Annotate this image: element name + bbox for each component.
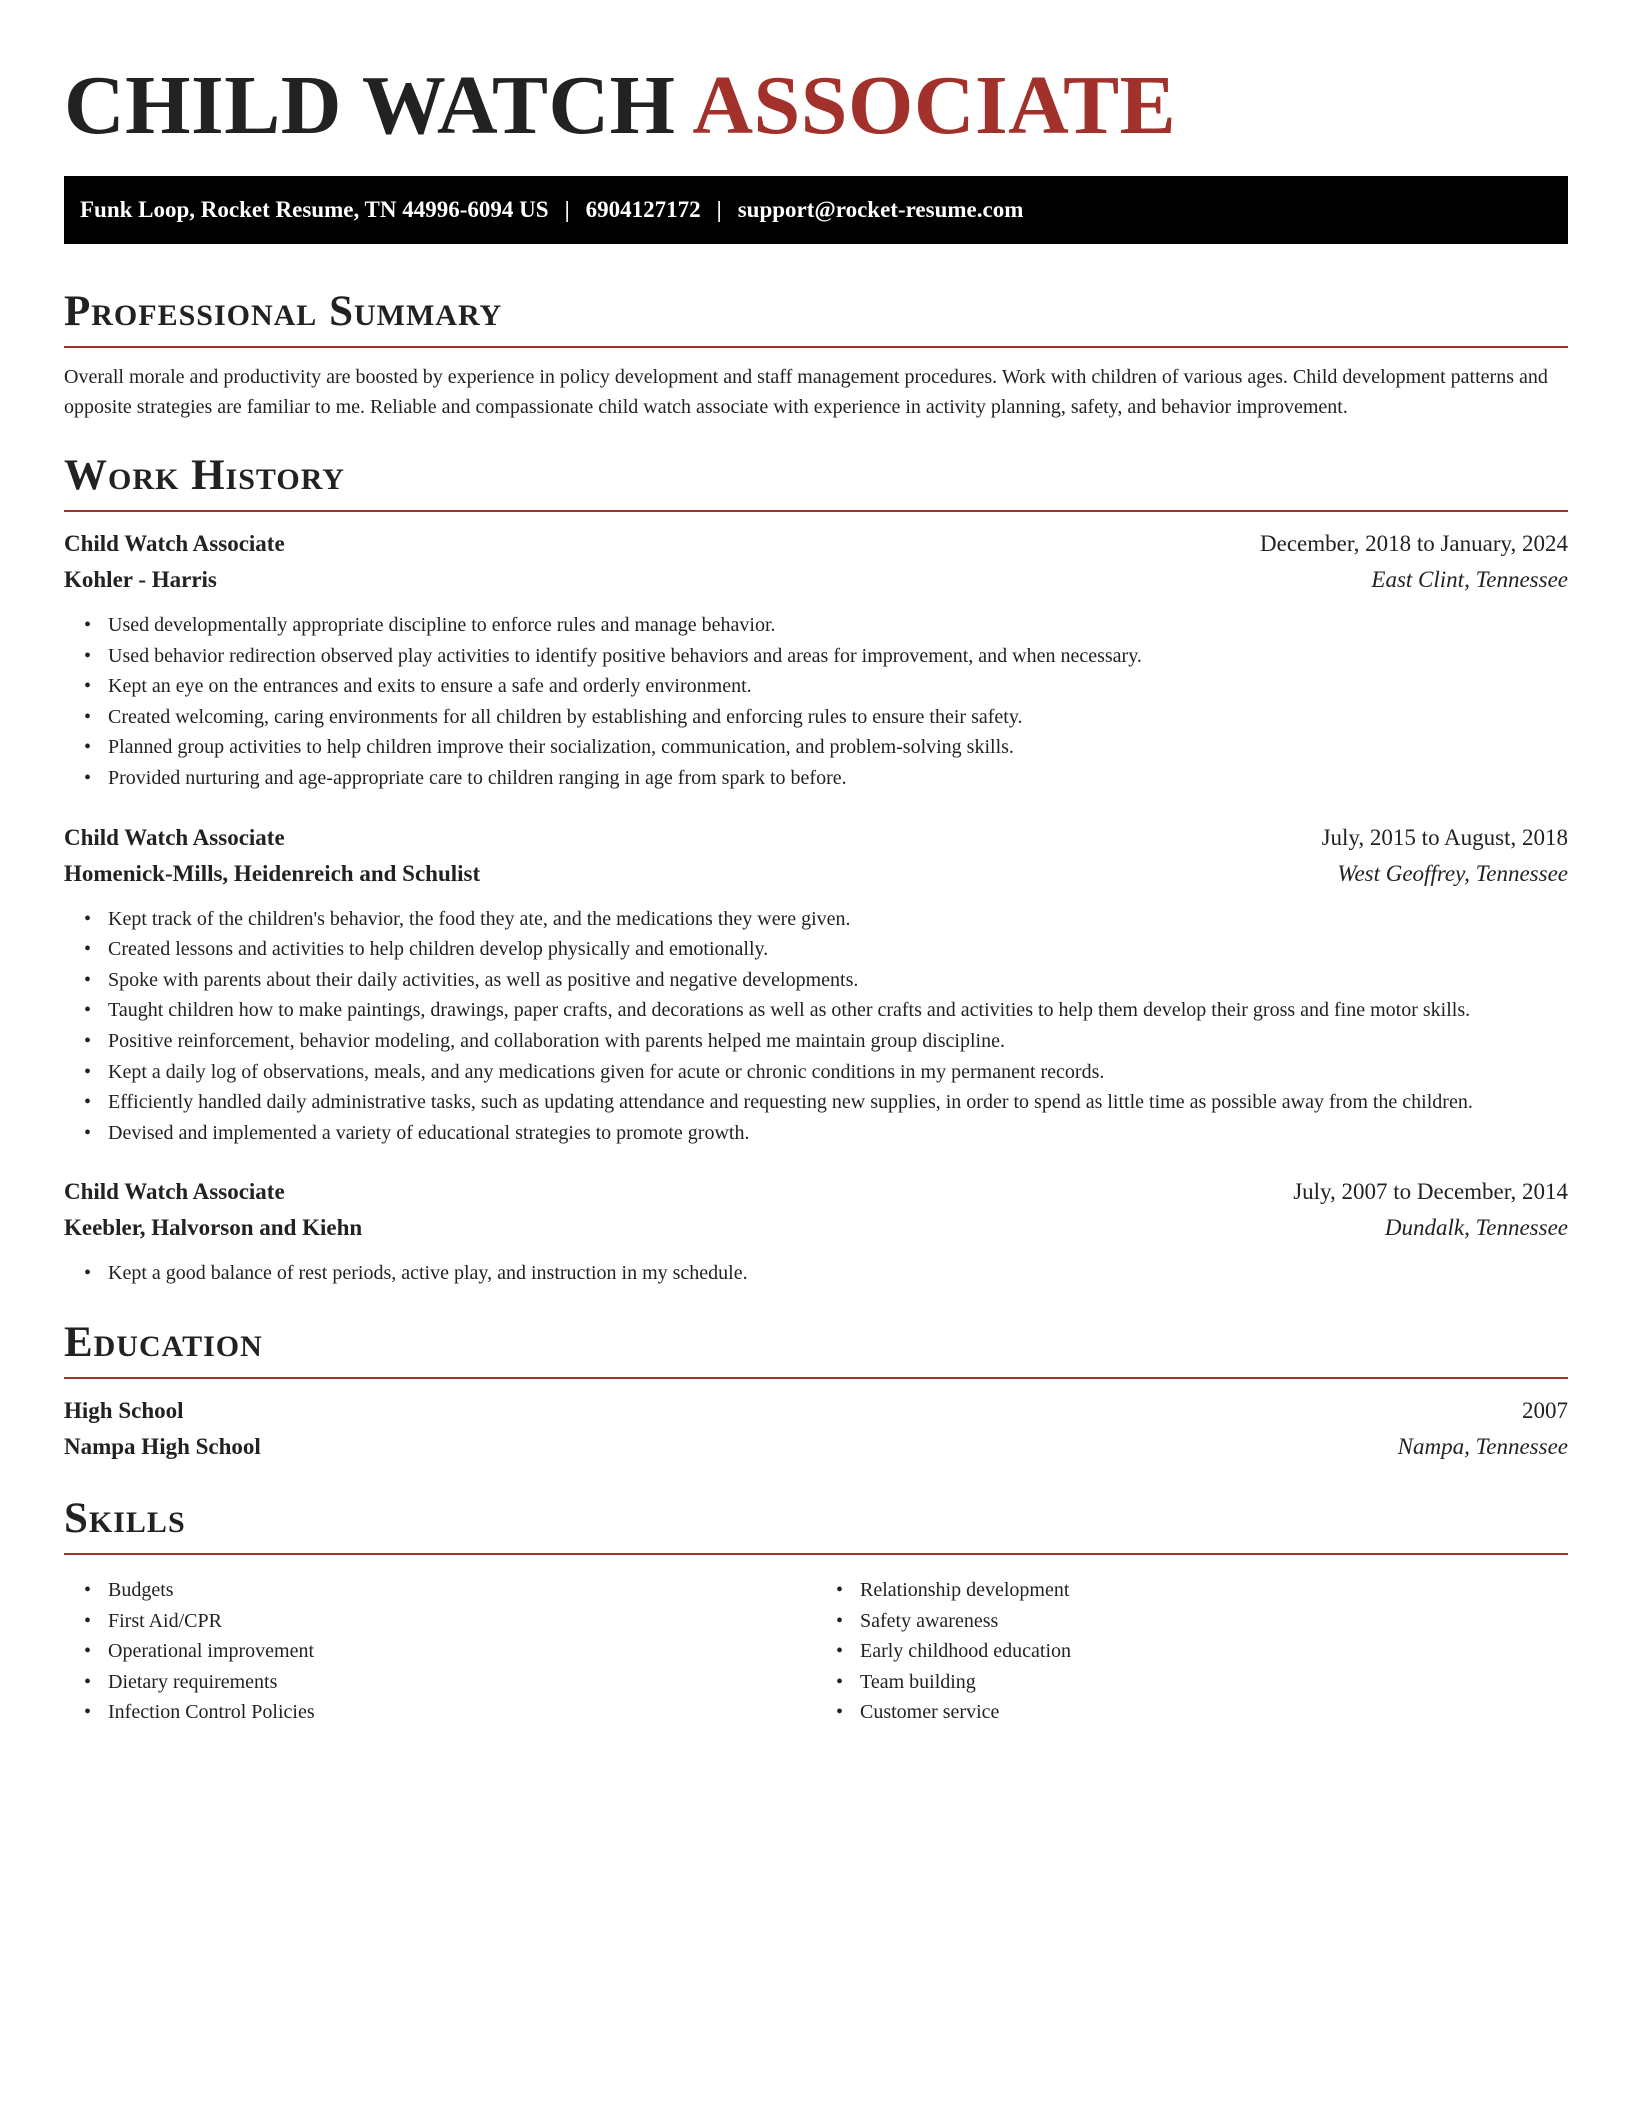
job-bullets	[64, 610, 1568, 794]
list-item: • Positive reinforcement, behavior modeling, and collaboration with parents helped me maintain group discipline.	[108, 1026, 1568, 1057]
summary-text: Overall morale and productivity are boosted by experience in policy development and staff management procedures. Work with children of various ages. Child development patterns and opposite strategies are familiar to me. Reliable and compassionate child watch associate with experience in activity planning, safety, and behavior improvement.	[64, 366, 1548, 418]
bullet-icon: •	[84, 968, 92, 991]
job-employer: Homenick-Mills, Heidenreich and Schulist	[64, 860, 481, 886]
resume-name	[64, 0, 1568, 156]
contact-bar	[64, 176, 1568, 244]
bullet-icon: •	[84, 1262, 92, 1285]
section-divider	[64, 510, 1568, 512]
bullet-icon: •	[84, 1060, 92, 1083]
bullet-icon: •	[836, 1701, 844, 1724]
list-item: • Kept a good balance of rest periods, active play, and instruction in my schedule.	[108, 1258, 1568, 1289]
list-item: • Kept a daily log of observations, meals, and any medications given for acute or chronic conditions in my permanent records.	[108, 1057, 1568, 1088]
job-entry	[64, 820, 1568, 1149]
skill-item: • Relationship development	[860, 1575, 1568, 1606]
skills-column-left	[64, 1569, 816, 1728]
job-title: Child Watch Associate	[64, 824, 285, 850]
section-divider	[64, 1553, 1568, 1555]
list-item: • Used behavior redirection observed play activities to identify positive behaviors and areas for improvement, and when necessary.	[108, 641, 1568, 672]
skills-section	[64, 1491, 1568, 1728]
contact-address: Funk Loop, Rocket Resume, TN 44996-6094 US	[80, 197, 549, 222]
name-first: CHILD WATCH	[64, 59, 676, 152]
list-item: • Created welcoming, caring environments for all children by establishing and enforcing rules to ensure their safety.	[108, 702, 1568, 733]
bullet-icon: •	[84, 644, 92, 667]
job-bullets	[64, 904, 1568, 1149]
education-year: 2007	[1522, 1397, 1568, 1423]
job-location: West Geoffrey, Tennessee	[1337, 860, 1568, 886]
bullet-icon: •	[84, 705, 92, 728]
bullet-icon: •	[836, 1670, 844, 1693]
bullet-icon: •	[84, 1670, 92, 1693]
education-section	[64, 1315, 1568, 1465]
bullet-icon: •	[836, 1609, 844, 1632]
job-dates: July, 2007 to December, 2014	[1293, 1179, 1568, 1205]
bullet-icon: •	[84, 614, 92, 636]
list-item: • Spoke with parents about their daily activities, as well as positive and negative developments.	[108, 965, 1568, 996]
list-item: • Created lessons and activities to help children develop physically and emotionally.	[108, 934, 1568, 965]
job-location: East Clint, Tennessee	[1371, 567, 1568, 592]
bullet-icon: •	[84, 766, 92, 789]
contact-email: support@rocket-resume.com	[737, 197, 1024, 222]
bullet-icon: •	[84, 907, 92, 930]
bullet-icon: •	[84, 1578, 92, 1601]
education-degree: High School	[64, 1397, 184, 1423]
job-dates: December, 2018 to January, 2024	[1260, 531, 1568, 556]
contact-phone: 6904127172	[585, 197, 701, 222]
education-location: Nampa, Tennessee	[1397, 1433, 1568, 1459]
name-last: ASSOCIATE	[692, 59, 1177, 152]
work-heading: Work History	[64, 452, 345, 499]
list-item: • Kept track of the children's behavior, the food they ate, and the medications they were given.	[108, 904, 1568, 935]
job-employer: Kohler - Harris	[64, 567, 217, 592]
section-divider	[64, 1377, 1568, 1379]
bullet-icon: •	[84, 938, 92, 961]
skills-grid	[64, 1569, 1568, 1728]
skills-list	[64, 1575, 816, 1728]
job-employer: Keebler, Halvorson and Kiehn	[64, 1215, 363, 1241]
skill-item: • Operational improvement	[108, 1636, 816, 1667]
bullet-icon: •	[836, 1640, 844, 1663]
bullet-icon: •	[84, 1091, 92, 1114]
list-item: • Devised and implemented a variety of educational strategies to promote growth.	[108, 1118, 1568, 1149]
section-divider	[64, 346, 1568, 348]
skill-item: • Early childhood education	[860, 1636, 1568, 1667]
skill-item: • Team building	[860, 1667, 1568, 1698]
bullet-icon: •	[84, 1640, 92, 1663]
bullet-icon: •	[84, 1701, 92, 1724]
job-title: Child Watch Associate	[64, 531, 285, 556]
job-entry	[64, 1174, 1568, 1289]
skill-item: • First Aid/CPR	[108, 1606, 816, 1637]
job-bullets	[64, 1258, 1568, 1289]
bullet-icon: •	[84, 1121, 92, 1144]
summary-section	[64, 284, 1568, 422]
skill-item: • Budgets	[108, 1575, 816, 1606]
skill-item: • Dietary requirements	[108, 1667, 816, 1698]
contact-separator: |	[564, 197, 570, 222]
skill-item: • Safety awareness	[860, 1606, 1568, 1637]
skills-list	[816, 1575, 1568, 1728]
bullet-icon: •	[84, 1609, 92, 1632]
skills-column-right	[816, 1569, 1568, 1728]
bullet-icon: •	[84, 675, 92, 698]
summary-heading: Professional Summary	[64, 288, 503, 335]
bullet-icon: •	[84, 1029, 92, 1052]
skills-heading: Skills	[64, 1494, 186, 1542]
list-item: • Efficiently handled daily administrative tasks, such as updating attendance and requesting new supplies, in order to spend as little time as possible away from the children.	[108, 1087, 1568, 1118]
job-entry	[64, 526, 1568, 794]
job-location: Dundalk, Tennessee	[1384, 1215, 1568, 1241]
contact-separator: |	[716, 197, 722, 222]
job-dates: July, 2015 to August, 2018	[1321, 824, 1568, 850]
education-school: Nampa High School	[64, 1433, 261, 1459]
bullet-icon: •	[84, 736, 92, 759]
bullet-icon: •	[836, 1578, 844, 1601]
list-item: • Used developmentally appropriate discipline to enforce rules and manage behavior.	[108, 610, 1568, 641]
list-item: • Provided nurturing and age-appropriate care to children ranging in age from spark to before.	[108, 763, 1568, 794]
job-title: Child Watch Associate	[64, 1179, 285, 1205]
list-item: • Taught children how to make paintings, drawings, paper crafts, and decorations as well as other crafts and activities to help them develop their gross and fine motor skills.	[108, 995, 1568, 1026]
skill-item: • Infection Control Policies	[108, 1697, 816, 1728]
education-heading: Education	[64, 1318, 263, 1366]
list-item: • Kept an eye on the entrances and exits to ensure a safe and orderly environment.	[108, 671, 1568, 702]
list-item: • Planned group activities to help children improve their socialization, communication, and problem-solving skills.	[108, 732, 1568, 763]
bullet-icon: •	[84, 999, 92, 1022]
skill-item: • Customer service	[860, 1697, 1568, 1728]
work-section	[64, 448, 1568, 1289]
